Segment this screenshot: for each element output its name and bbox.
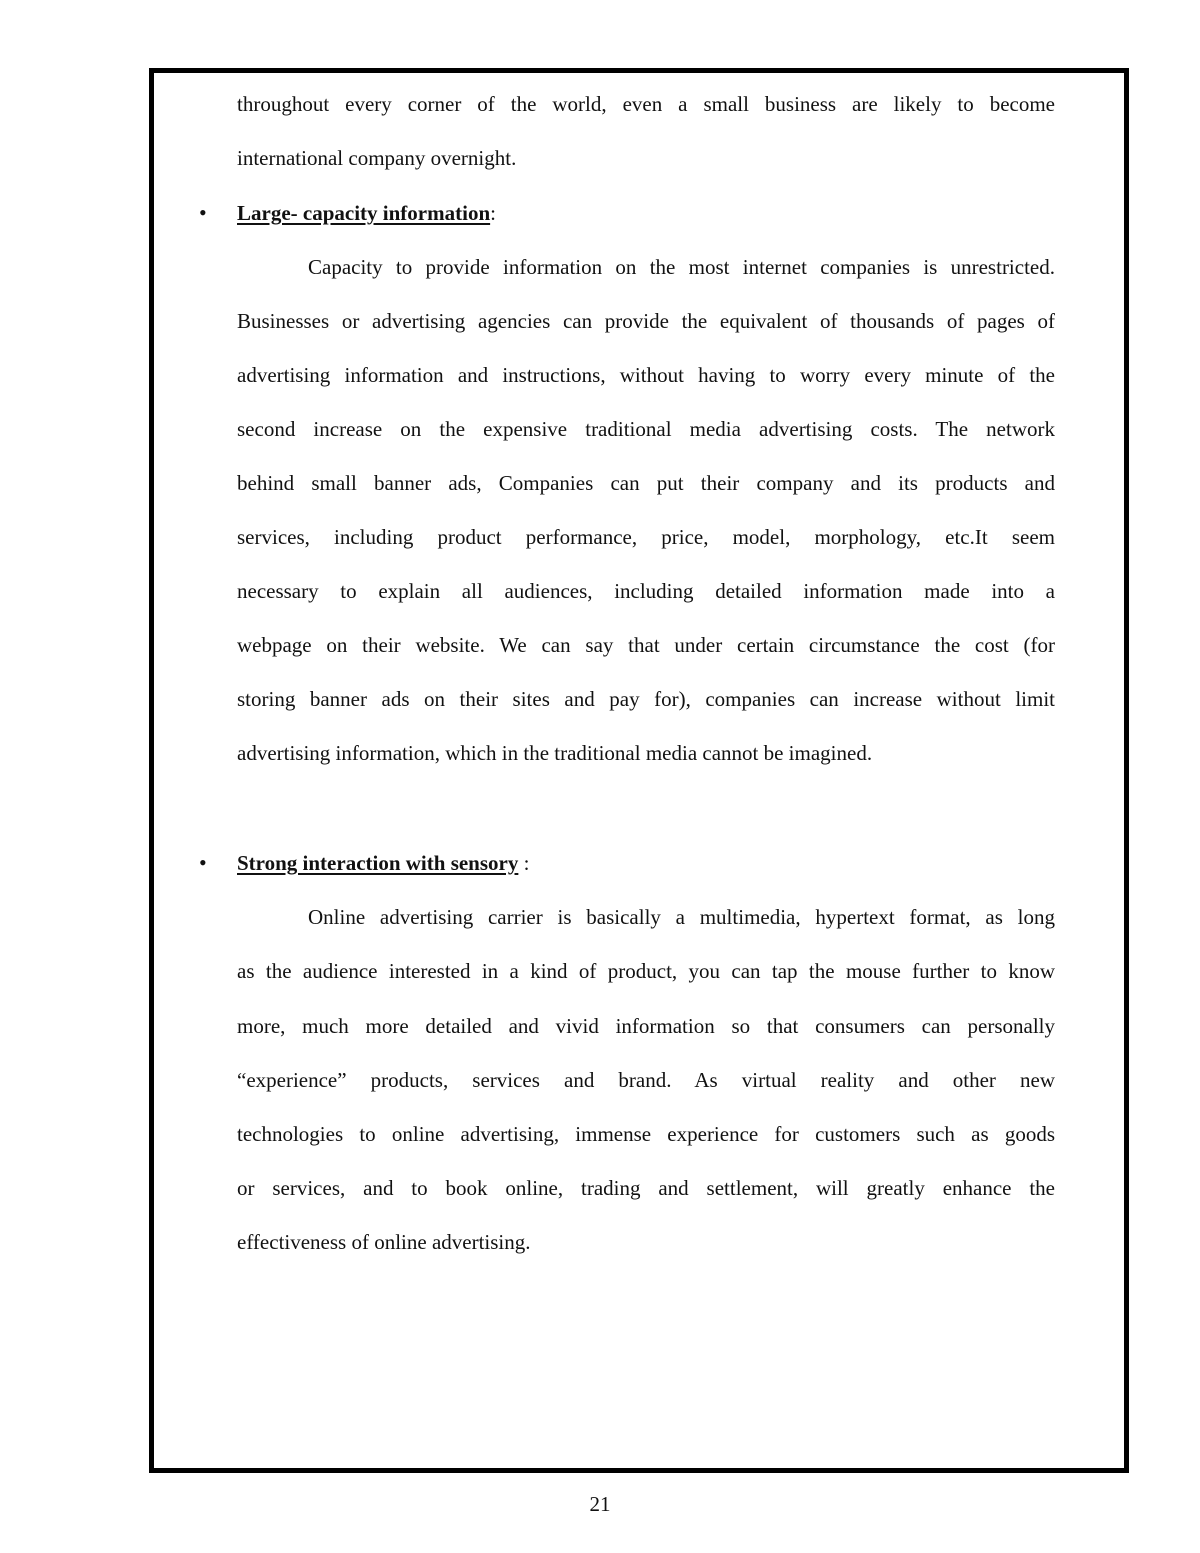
bullet-icon: • — [199, 200, 207, 225]
body-text-line: or services, and to book online, trading and settlement, will greatly enhance the — [237, 1176, 1055, 1200]
body-text-line: Capacity to provide information on the most internet companies is unrestricted. — [308, 255, 1055, 279]
body-text-line: more, much more detailed and vivid information so that consumers can personally — [237, 1014, 1055, 1038]
body-text-line: necessary to explain all audiences, including detailed information made into a — [237, 579, 1055, 603]
body-text-line: effectiveness of online advertising. — [237, 1230, 531, 1254]
body-text-line: webpage on their website. We can say that under certain circumstance the cost (for — [237, 633, 1055, 657]
body-text-line: advertising information and instructions, without having to worry every minute of the — [237, 363, 1055, 387]
section-heading — [237, 848, 529, 878]
page-number: 21 — [589, 1492, 611, 1516]
bullet-icon: • — [199, 850, 207, 875]
body-text-line: technologies to online advertising, immense experience for customers such as goods — [237, 1122, 1055, 1146]
body-text-line: Online advertising carrier is basically a multimedia, hypertext format, as long — [308, 905, 1055, 929]
body-text-line: advertising information, which in the traditional media cannot be imagined. — [237, 741, 873, 765]
section-heading-suffix: : — [518, 851, 530, 875]
section-heading — [237, 198, 496, 228]
body-text-line: services, including product performance, price, model, morphology, etc.It seem — [237, 525, 1055, 549]
body-text-line: throughout every corner of the world, even a small business are likely to become — [237, 92, 1055, 116]
section-heading-text: Strong interaction with sensory — [237, 851, 519, 875]
body-text-line: international company overnight. — [237, 146, 517, 170]
body-text-line: behind small banner ads, Companies can put their company and its products and — [237, 471, 1055, 495]
section-heading-suffix: : — [490, 201, 496, 225]
body-text-line: storing banner ads on their sites and pay for), companies can increase without limit — [237, 687, 1055, 711]
body-text-line: Businesses or advertising agencies can provide the equivalent of thousands of pages of — [237, 309, 1055, 333]
body-text-line: as the audience interested in a kind of product, you can tap the mouse further to know — [237, 959, 1055, 983]
section-heading-text: Large- capacity information — [237, 201, 491, 225]
body-text-line: second increase on the expensive traditional media advertising costs. The network — [237, 417, 1055, 441]
body-text-line: “experience” products, services and brand. As virtual reality and other new — [237, 1068, 1055, 1092]
